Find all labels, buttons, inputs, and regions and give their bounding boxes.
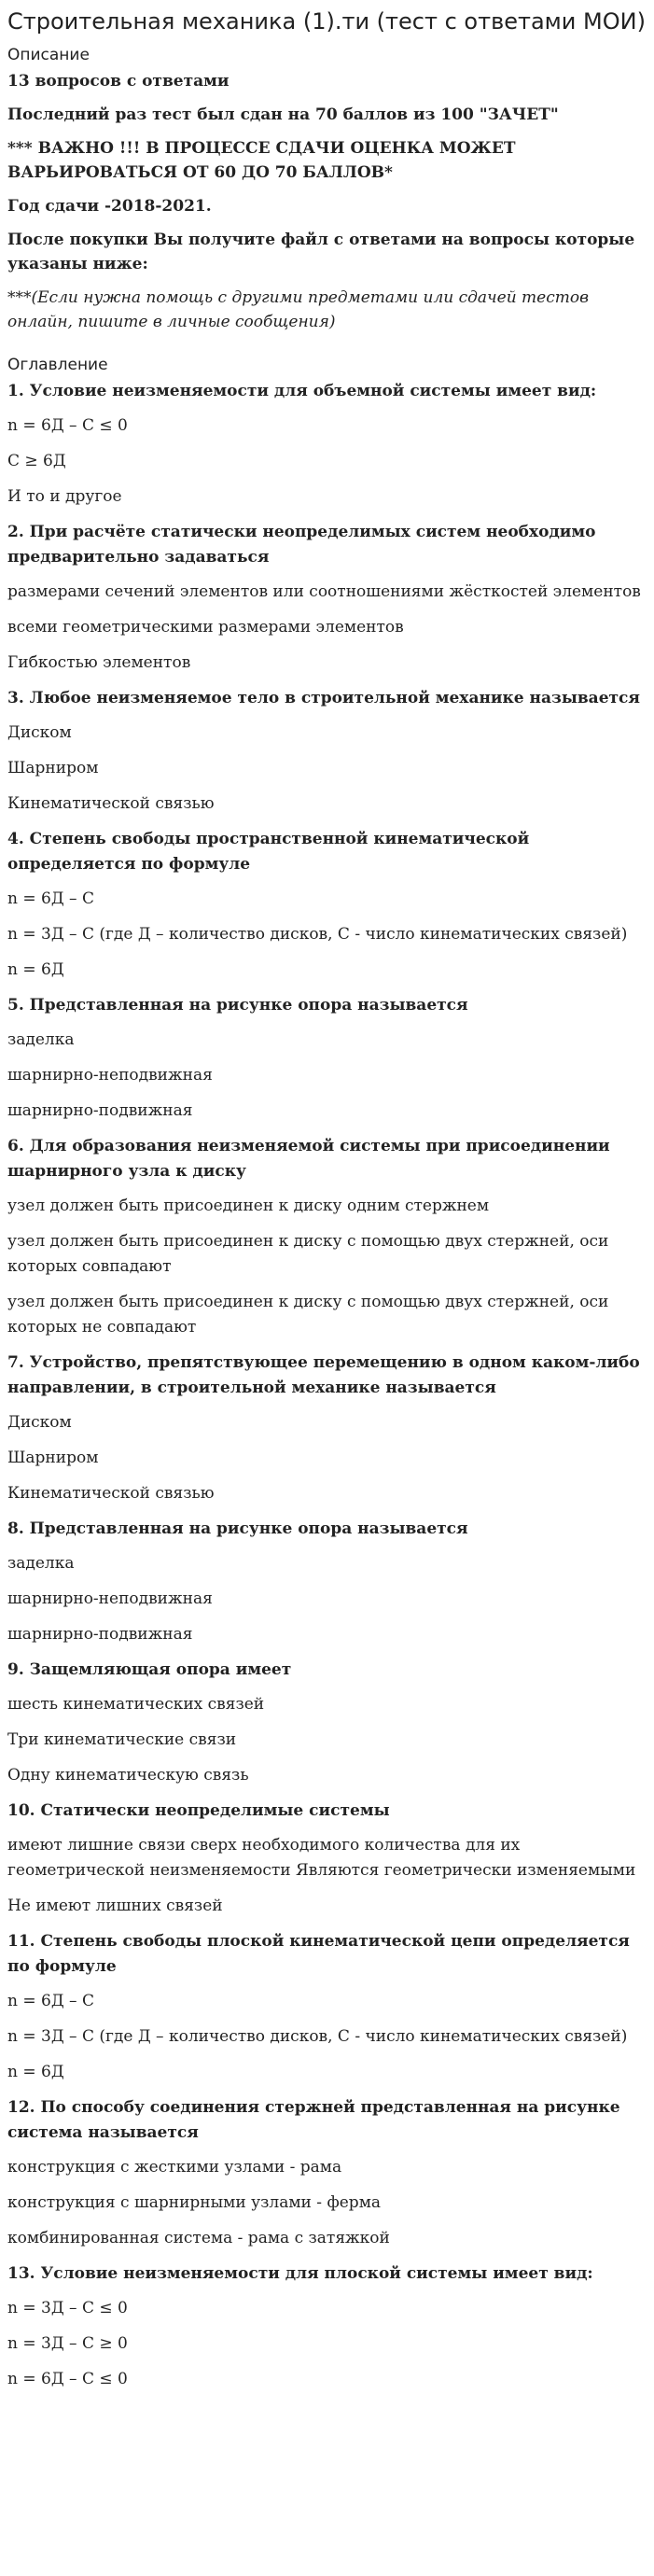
question-item xyxy=(7,1799,648,1919)
answer-option: комбинированная система - рама с затяжкой xyxy=(7,2229,390,2247)
question-item xyxy=(7,2261,648,2392)
years-note: Год сдачи -2018-2021. xyxy=(7,197,212,216)
answer-list xyxy=(7,1028,648,1124)
answer-option: конструкция с шарнирными узлами - ферма xyxy=(7,2193,382,2212)
question-title: 7. Устройство, препятствующее перемещению в одном каком-либо направлении, в строительной механике называется xyxy=(7,1353,640,1397)
answer-list xyxy=(7,1989,648,2085)
answer-option: n = 6Д xyxy=(7,2063,64,2081)
question-item xyxy=(7,1351,648,1506)
answer-option: заделка xyxy=(7,1554,75,1573)
page-title: Строительная механика (1).ти (тест с ответами МОИ) xyxy=(7,8,646,35)
answer-option: Шарниром xyxy=(7,759,99,777)
answer-list xyxy=(7,721,648,817)
answer-option: имеют лишние связи сверх необходимого количества для их геометрической неизменяемости Являются геометрически изменяемыми xyxy=(7,1836,636,1880)
answer-list xyxy=(7,1551,648,1647)
answer-option: конструкция с жесткими узлами - рама xyxy=(7,2158,342,2177)
question-title: 10. Статически неопределимые системы xyxy=(7,1801,390,1820)
answer-option: шесть кинематических связей xyxy=(7,1695,265,1714)
answer-option: n = 6Д xyxy=(7,960,64,979)
answer-option: Диском xyxy=(7,723,72,742)
last-pass-note: Последний раз тест был сдан на 70 баллов из 100 "ЗАЧЕТ" xyxy=(7,105,559,124)
answer-option: n = 3Д – С ≤ 0 xyxy=(7,2299,128,2317)
help-note: ***(Если нужна помощь с другими предметами или сдачей тестов онлайн, пишите в личные сообщения) xyxy=(7,288,589,331)
answer-list xyxy=(7,1410,648,1506)
answer-list xyxy=(7,1692,648,1788)
answer-option: n = 3Д – С ≥ 0 xyxy=(7,2334,128,2353)
answer-list xyxy=(7,1833,648,1919)
answer-option: узел должен быть присоединен к диску с помощью двух стержней, оси которых совпадают xyxy=(7,1232,609,1276)
description-section xyxy=(7,69,648,334)
answer-list xyxy=(7,1194,648,1340)
answer-option: шарнирно-подвижная xyxy=(7,1101,193,1120)
answer-option: размерами сечений элементов или соотношениями жёсткостей элементов xyxy=(7,582,641,601)
answer-option: n = 6Д – С ≤ 0 xyxy=(7,416,128,435)
answer-option: шарнирно-подвижная xyxy=(7,1625,193,1644)
question-item xyxy=(7,827,648,983)
question-title: 3. Любое неизменяемое тело в строительной механике называется xyxy=(7,689,640,707)
answer-option: заделка xyxy=(7,1030,75,1049)
answer-option: n = 3Д – С (где Д – количество дисков, С - число кинематических связей) xyxy=(7,2027,628,2046)
warning-note: *** ВАЖНО !!! В ПРОЦЕССЕ СДАЧИ ОЦЕНКА МОЖЕТ ВАРЬИРОВАТЬСЯ ОТ 60 ДО 70 БАЛЛОВ* xyxy=(7,139,516,182)
question-title: 1. Условие неизменяемости для объемной системы имеет вид: xyxy=(7,382,597,400)
answer-option: Гибкостью элементов xyxy=(7,653,191,672)
question-item xyxy=(7,2095,648,2251)
question-item xyxy=(7,520,648,676)
answer-option: Диском xyxy=(7,1413,72,1432)
answer-option: Не имеют лишних связей xyxy=(7,1897,223,1915)
answer-list xyxy=(7,580,648,676)
answer-option: Шарниром xyxy=(7,1449,99,1467)
question-title: 13. Условие неизменяемости для плоской системы имеет вид: xyxy=(7,2264,593,2283)
answer-option: узел должен быть присоединен к диску с помощью двух стержней, оси которых не совпадают xyxy=(7,1293,609,1337)
answer-option: всеми геометрическими размерами элементов xyxy=(7,618,404,637)
answer-option: n = 6Д – С xyxy=(7,1992,94,2010)
question-item xyxy=(7,1658,648,1788)
answer-list xyxy=(7,2296,648,2392)
answer-option: шарнирно-неподвижная xyxy=(7,1066,213,1085)
question-title: 2. При расчёте статически неопределимых систем необходимо предварительно задаваться xyxy=(7,523,596,567)
answer-option: И то и другое xyxy=(7,487,122,506)
answer-option: Кинематической связью xyxy=(7,794,215,813)
question-item xyxy=(7,686,648,817)
answer-option: n = 6Д – С ≤ 0 xyxy=(7,2370,128,2388)
question-item xyxy=(7,1517,648,1647)
question-title: 6. Для образования неизменяемой системы при присоединении шарнирного узла к диску xyxy=(7,1137,610,1181)
answer-option: С ≥ 6Д xyxy=(7,452,66,470)
question-item xyxy=(7,1134,648,1340)
answer-list xyxy=(7,2155,648,2251)
answer-option: n = 3Д – С (где Д – количество дисков, С - число кинематических связей) xyxy=(7,925,628,944)
question-title: 9. Защемляющая опора имеет xyxy=(7,1660,292,1679)
description-label: Описание xyxy=(7,46,90,64)
question-title: 4. Степень свободы пространственной кинематической определяется по формуле xyxy=(7,830,530,874)
question-item xyxy=(7,993,648,1124)
answer-option: n = 6Д – С xyxy=(7,889,94,908)
question-item xyxy=(7,1929,648,2085)
question-title: 8. Представленная на рисунке опора называется xyxy=(7,1519,468,1538)
answer-option: узел должен быть присоединен к диску одним стержнем xyxy=(7,1197,490,1215)
answer-option: Три кинематические связи xyxy=(7,1730,237,1749)
answer-list xyxy=(7,413,648,510)
question-title: 12. По способу соединения стержней представленная на рисунке система называется xyxy=(7,2098,620,2142)
questions-count: 13 вопросов с ответами xyxy=(7,72,230,91)
answer-option: Кинематической связью xyxy=(7,1484,215,1503)
answer-option: шарнирно-неподвижная xyxy=(7,1589,213,1608)
answer-option: Одну кинематическую связь xyxy=(7,1766,249,1785)
toc-label: Оглавление xyxy=(7,356,108,374)
after-purchase-note: После покупки Вы получите файл с ответами на вопросы которые указаны ниже: xyxy=(7,231,635,273)
question-item xyxy=(7,379,648,510)
questions-list xyxy=(7,379,648,2392)
question-title: 11. Степень свободы плоской кинематической цепи определяется по формуле xyxy=(7,1932,630,1976)
question-title: 5. Представленная на рисунке опора называется xyxy=(7,996,468,1015)
answer-list xyxy=(7,887,648,983)
